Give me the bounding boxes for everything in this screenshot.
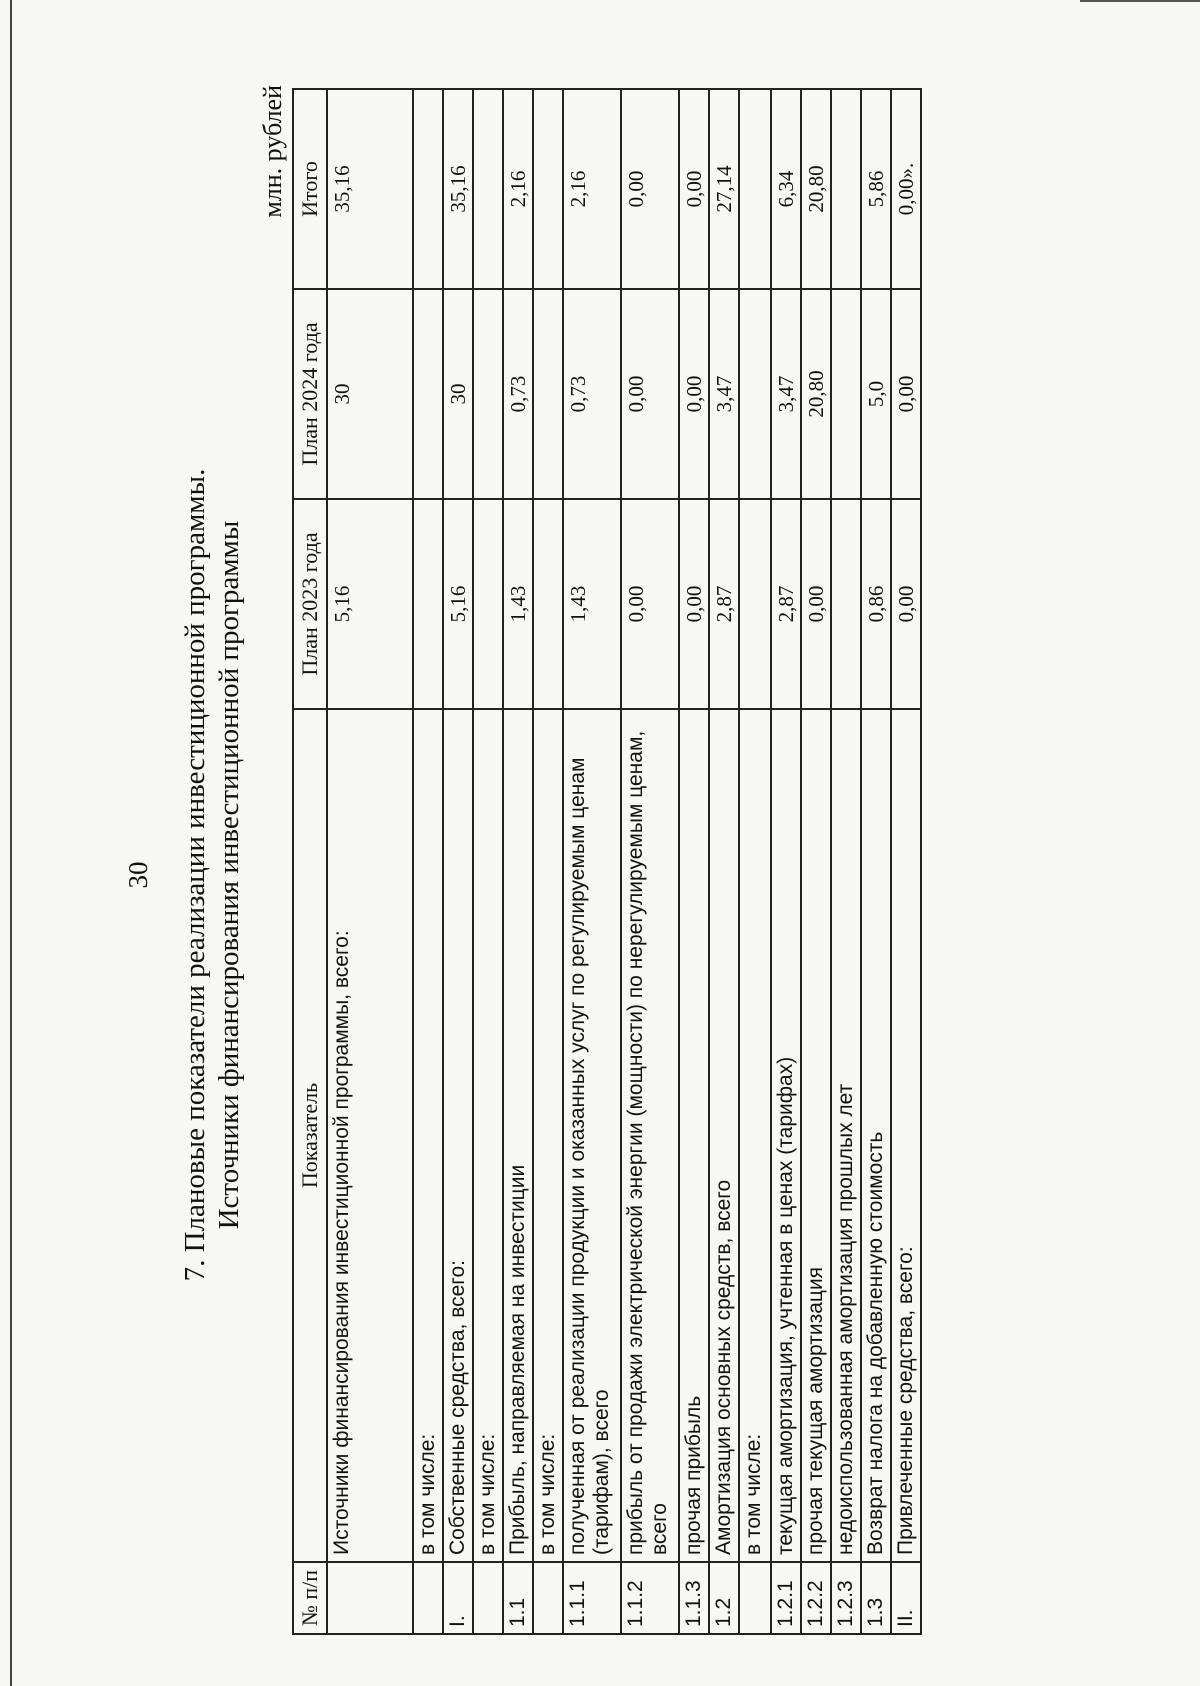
row-2023: [831, 499, 861, 709]
row-2023: [413, 499, 443, 709]
row-total: 6,34: [771, 89, 801, 289]
row-total: [831, 89, 861, 289]
table-row: [861, 89, 891, 1634]
header-plan-2024: План 2024 года: [293, 289, 327, 499]
row-2023: 5,16: [327, 499, 413, 709]
section-subtitle: Источники финансирования инвестиционной программы: [213, 520, 245, 1230]
row-num: [413, 1562, 443, 1634]
row-label: прочая текущая амортизация: [801, 709, 831, 1562]
row-label: в том числе:: [473, 709, 503, 1562]
row-total: [739, 89, 771, 289]
row-2024: [413, 289, 443, 499]
header-total: Итого: [293, 89, 327, 289]
row-num: 1.2.3: [831, 1562, 861, 1634]
header-plan-2023: План 2023 года: [293, 499, 327, 709]
row-label: в том числе:: [413, 709, 443, 1562]
scan-edge-left: [10, 0, 12, 1686]
header-indicator: Показатель: [293, 709, 327, 1562]
row-2023: 0,00: [891, 499, 921, 709]
row-2023: 5,16: [443, 499, 473, 709]
section-title: 7. Плановые показатели реализации инвестиционной программы.: [179, 468, 211, 1282]
row-2024: 0,73: [503, 289, 533, 499]
table-row: [801, 89, 831, 1634]
row-label: полученная от реализации продукции и оказанных услуг по регулируемым ценам (тарифам), всего: [563, 709, 621, 1562]
row-num: [739, 1562, 771, 1634]
page-number: 30: [123, 861, 153, 889]
row-num: [473, 1562, 503, 1634]
row-label: прочая прибыль: [679, 709, 709, 1562]
row-2024: 30: [443, 289, 473, 499]
table-row: [503, 89, 533, 1634]
row-2024: 30: [327, 289, 413, 499]
row-num: 1.2.2: [801, 1562, 831, 1634]
row-num: 1.1: [503, 1562, 533, 1634]
row-2024: [473, 289, 503, 499]
row-2023: 2,87: [771, 499, 801, 709]
unit-label: млн. рублей: [258, 85, 287, 218]
row-total: [413, 89, 443, 289]
row-2023: [533, 499, 563, 709]
row-2023: 0,00: [621, 499, 679, 709]
row-num: 1.1.3: [679, 1562, 709, 1634]
row-2024: [831, 289, 861, 499]
row-2023: 1,43: [503, 499, 533, 709]
row-num: II.: [891, 1562, 921, 1634]
row-label: Возврат налога на добавленную стоимость: [861, 709, 891, 1562]
row-total: 0,00».: [891, 89, 921, 289]
row-label: в том числе:: [533, 709, 563, 1562]
row-label: прибыль от продажи электрической энергии (мощности) по нерегулируемым ценам, всего: [621, 709, 679, 1562]
row-label: недоиспользованная амортизация прошлых лет: [831, 709, 861, 1562]
row-label: Амортизация основных средств, всего: [709, 709, 739, 1562]
table-row: [771, 89, 801, 1634]
table-row: [327, 89, 413, 1634]
row-num: 1.2.1: [771, 1562, 801, 1634]
row-2024: [739, 289, 771, 499]
row-2024: 20,80: [801, 289, 831, 499]
row-num: [533, 1562, 563, 1634]
row-2023: 1,43: [563, 499, 621, 709]
row-label: в том числе:: [739, 709, 771, 1562]
table-row: [621, 89, 679, 1634]
row-total: 0,00: [621, 89, 679, 289]
table-row: [533, 89, 563, 1634]
row-total: 27,14: [709, 89, 739, 289]
table-row: [891, 89, 921, 1634]
table-row: [473, 89, 503, 1634]
row-label: Привлеченные средства, всего:: [891, 709, 921, 1562]
row-2024: 0,73: [563, 289, 621, 499]
row-total: [473, 89, 503, 289]
row-num: 1.1.1: [563, 1562, 621, 1634]
row-total: 0,00: [679, 89, 709, 289]
row-num: I.: [443, 1562, 473, 1634]
row-2023: 0,00: [801, 499, 831, 709]
row-2024: [533, 289, 563, 499]
row-2024: 5,0: [861, 289, 891, 499]
table-header-row: [293, 89, 327, 1634]
row-label: Собственные средства, всего:: [443, 709, 473, 1562]
row-label: Прибыль, направляемая на инвестиции: [503, 709, 533, 1562]
table-row: [679, 89, 709, 1634]
row-total: 5,86: [861, 89, 891, 289]
header-num: № п/п: [293, 1562, 327, 1634]
financing-table: [292, 88, 922, 1635]
row-total: 2,16: [503, 89, 533, 289]
row-total: [533, 89, 563, 289]
row-total: 20,80: [801, 89, 831, 289]
row-2024: 3,47: [771, 289, 801, 499]
row-num: [327, 1562, 413, 1634]
table-row: [739, 89, 771, 1634]
row-num: 1.3: [861, 1562, 891, 1634]
table-row: [563, 89, 621, 1634]
row-2023: [739, 499, 771, 709]
row-total: 35,16: [443, 89, 473, 289]
table-row: [709, 89, 739, 1634]
table-row: [831, 89, 861, 1634]
row-2024: 3,47: [709, 289, 739, 499]
row-total: 35,16: [327, 89, 413, 289]
scan-edge-top: [1080, 0, 1200, 2]
row-2023: 0,86: [861, 499, 891, 709]
row-label: Источники финансирования инвестиционной программы, всего:: [327, 709, 413, 1562]
row-num: 1.1.2: [621, 1562, 679, 1634]
table-row: [413, 89, 443, 1634]
row-2023: 2,87: [709, 499, 739, 709]
row-2024: 0,00: [891, 289, 921, 499]
rotated-content: [120, 65, 1150, 1685]
row-2023: 0,00: [679, 499, 709, 709]
row-2024: 0,00: [621, 289, 679, 499]
row-total: 2,16: [563, 89, 621, 289]
row-2024: 0,00: [679, 289, 709, 499]
row-num: 1.2: [709, 1562, 739, 1634]
table-row: [443, 89, 473, 1634]
row-label: текущая амортизация, учтенная в ценах (тарифах): [771, 709, 801, 1562]
row-2023: [473, 499, 503, 709]
